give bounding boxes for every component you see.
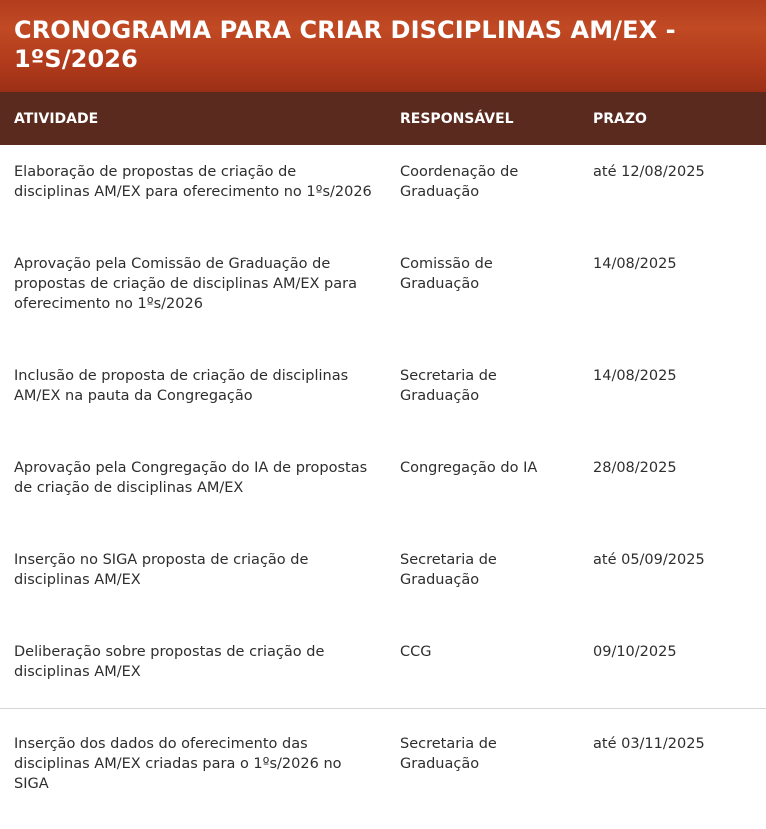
- column-header-activity: ATIVIDADE: [14, 110, 99, 127]
- column-header-deadline: PRAZO: [593, 110, 647, 127]
- schedule-table: [0, 92, 766, 829]
- responsible-cell: Coordenação de Graduação: [400, 164, 519, 200]
- table-row: [0, 237, 766, 349]
- activity-cell: Aprovação pela Congregação do IA de propostas de criação de disciplinas AM/EX: [14, 460, 368, 496]
- responsible-cell: Secretaria de Graduação: [400, 368, 497, 404]
- table-header-row: [0, 92, 766, 145]
- column-header-responsible: RESPONSÁVEL: [400, 110, 514, 127]
- deadline-cell: até 05/09/2025: [593, 552, 705, 568]
- activity-cell: Inclusão de proposta de criação de disciplinas AM/EX na pauta da Congregação: [14, 368, 349, 404]
- deadline-cell: 14/08/2025: [593, 256, 677, 272]
- activity-cell: Inserção no SIGA proposta de criação de disciplinas AM/EX: [14, 552, 309, 588]
- responsible-cell: Secretaria de Graduação: [400, 736, 497, 772]
- deadline-cell: 28/08/2025: [593, 460, 677, 476]
- deadline-cell: até 03/11/2025: [593, 736, 705, 752]
- bottom-divider: [0, 708, 766, 709]
- activity-cell: Inserção dos dados do oferecimento das disciplinas AM/EX criadas para o 1ºs/2026 no SIGA: [14, 736, 342, 792]
- activity-cell: Aprovação pela Comissão de Graduação de propostas de criação de disciplinas AM/EX para oferecimento no 1ºs/2026: [14, 256, 357, 312]
- deadline-cell: até 12/08/2025: [593, 164, 705, 180]
- responsible-cell: CCG: [400, 644, 432, 660]
- title-banner: [0, 0, 766, 92]
- responsible-cell: Secretaria de Graduação: [400, 552, 497, 588]
- deadline-cell: 14/08/2025: [593, 368, 677, 384]
- table-row: [0, 349, 766, 441]
- table-row: [0, 533, 766, 625]
- activity-cell: Elaboração de propostas de criação de disciplinas AM/EX para oferecimento no 1ºs/2026: [14, 164, 372, 200]
- table-row: [0, 717, 766, 829]
- responsible-cell: Comissão de Graduação: [400, 256, 493, 292]
- table-row: [0, 625, 766, 717]
- table-row: [0, 441, 766, 533]
- responsible-cell: Congregação do IA: [400, 460, 538, 476]
- table-row: [0, 145, 766, 237]
- deadline-cell: 09/10/2025: [593, 644, 677, 660]
- page-title: CRONOGRAMA PARA CRIAR DISCIPLINAS AM/EX - 1ºS/2026: [14, 16, 676, 73]
- activity-cell: Deliberação sobre propostas de criação de disciplinas AM/EX: [14, 644, 325, 680]
